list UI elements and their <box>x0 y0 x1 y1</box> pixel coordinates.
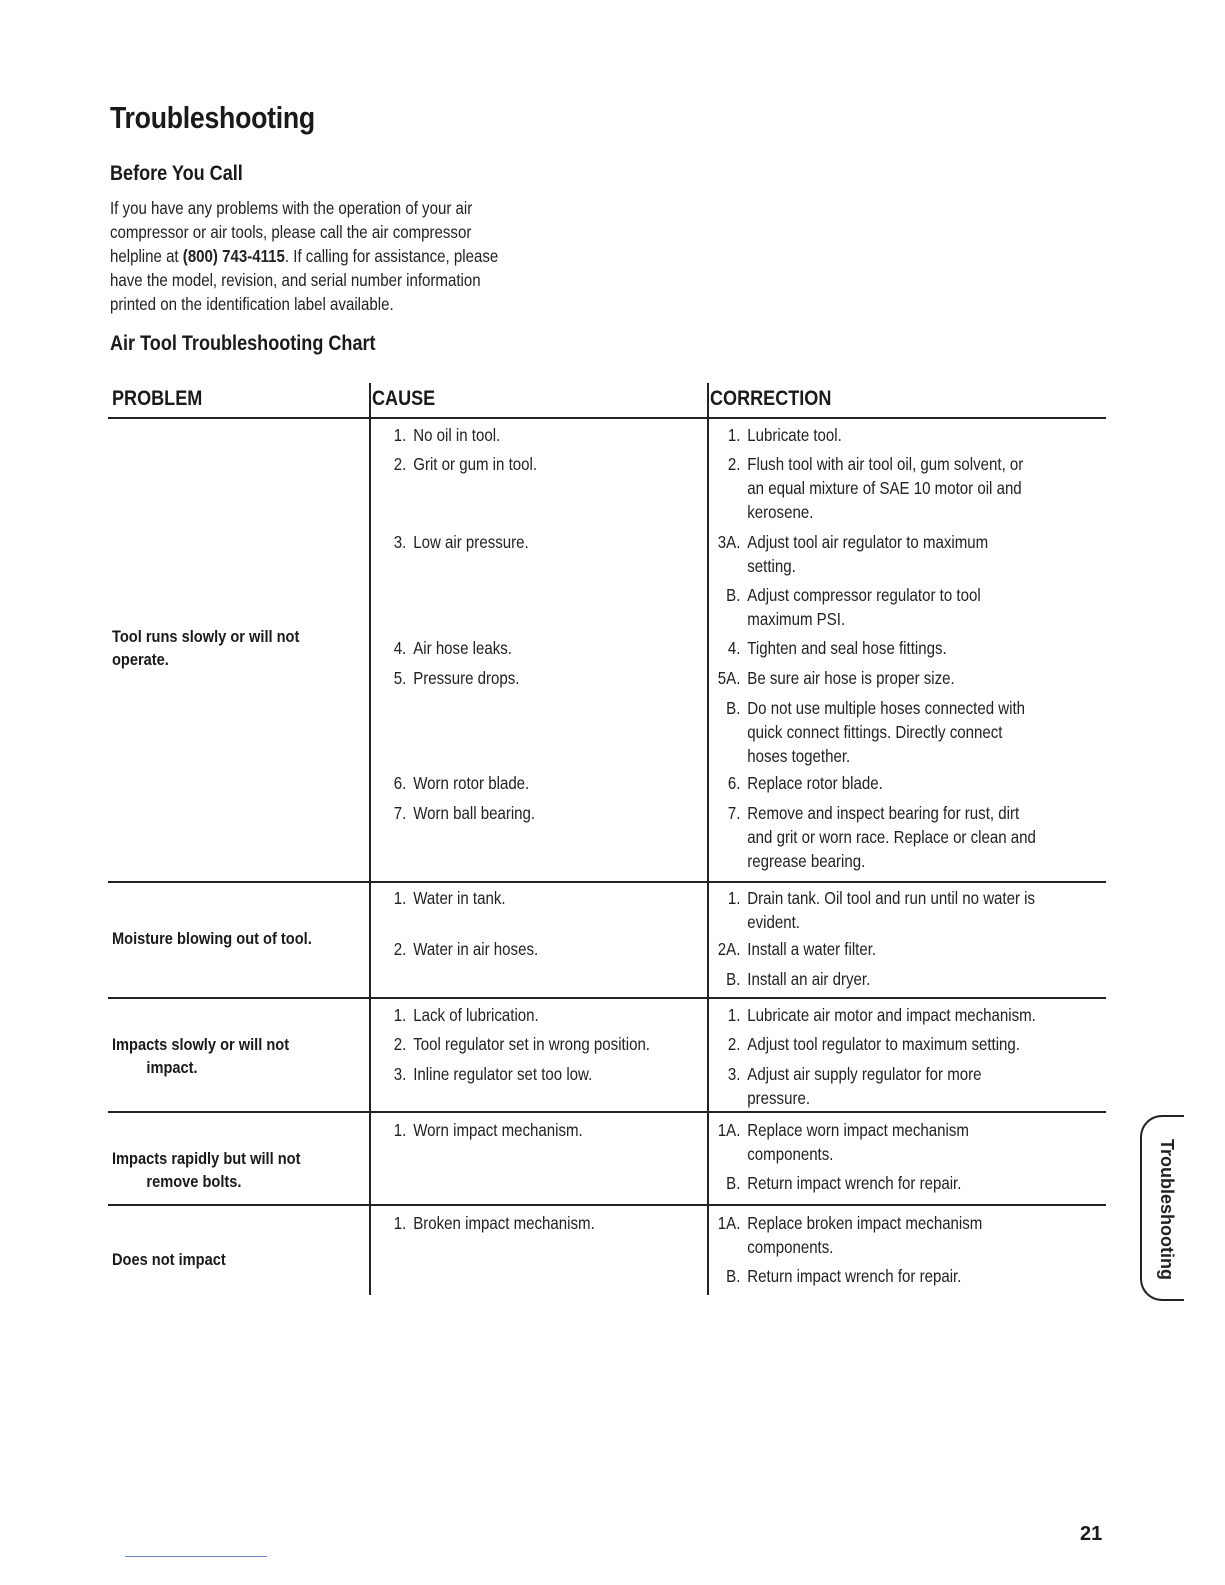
cause-item: 6. Worn rotor blade. <box>393 773 530 793</box>
cause-item: 1. Water in tank. <box>393 888 506 908</box>
correction-item: 2A. Install a water filter. <box>717 939 877 959</box>
correction-item: 1. Lubricate air motor and impact mechanism. <box>727 1005 1036 1025</box>
problem-impacts-slowly: Impacts slowly or will not impact. <box>112 1035 290 1077</box>
problem-impacts-rapidly: Impacts rapidly but will not remove bolts. <box>112 1149 301 1191</box>
row-divider <box>108 997 1106 999</box>
correction-item: 1A. Replace broken impact mechanism components. <box>717 1213 983 1257</box>
cause-item: 5. Pressure drops. <box>393 668 520 688</box>
section-side-tab-label: Troubleshooting <box>1157 1138 1177 1280</box>
problem-moisture: Moisture blowing out of tool. <box>112 929 312 948</box>
page-title: Troubleshooting <box>110 100 315 135</box>
correction-item: 3A. Adjust tool air regulator to maximum setting. <box>717 532 989 576</box>
correction-item: 4. Tighten and seal hose fittings. <box>727 638 947 658</box>
helpline-phone: (800) 743-4115 <box>182 246 285 266</box>
cause-item: 7. Worn ball bearing. <box>393 803 536 823</box>
cause-item: 3. Inline regulator set too low. <box>393 1064 593 1084</box>
cause-item: 2. Grit or gum in tool. <box>393 454 538 474</box>
correction-item: 5A. Be sure air hose is proper size. <box>717 668 955 688</box>
row-divider <box>108 1111 1106 1113</box>
correction-item: B. Return impact wrench for repair. <box>726 1266 962 1286</box>
correction-item: 3. Adjust air supply regulator for more pressure. <box>727 1064 982 1108</box>
problem-tool-runs-slowly: Tool runs slowly or will not operate. <box>112 627 300 669</box>
correction-item: B. Adjust compressor regulator to tool maximum PSI. <box>726 585 981 629</box>
cause-item: 1. Lack of lubrication. <box>393 1005 539 1025</box>
correction-item: 7. Remove and inspect bearing for rust, dirt and grit or worn race. Replace or clean and regrease bearing. <box>727 803 1036 871</box>
row-divider <box>108 881 1106 883</box>
correction-item: 1A. Replace worn impact mechanism components. <box>717 1120 969 1164</box>
before-you-call-text: If you have any problems with the operation of your air compressor or air tools, please call the air compressor helpline at (800) 743-4115. If calling for assistance, please have the model, revision, and serial number information printed on the identification label available. <box>110 198 499 314</box>
correction-item: B. Do not use multiple hoses connected with quick connect fittings. Directly connect hoses together. <box>726 698 1026 766</box>
cause-item: 4. Air hose leaks. <box>393 638 512 658</box>
before-you-call-heading: Before You Call <box>110 162 243 185</box>
correction-item: 2. Adjust tool regulator to maximum setting. <box>727 1034 1020 1054</box>
column-header-cause: CAUSE <box>372 387 436 410</box>
correction-item: 2. Flush tool with air tool oil, gum solvent, or an equal mixture of SAE 10 motor oil and kerosene. <box>727 454 1024 522</box>
correction-item: 1. Drain tank. Oil tool and run until no water is evident. <box>727 888 1036 932</box>
page-number: 21 <box>1080 1523 1103 1545</box>
column-divider-cause <box>369 383 371 1295</box>
row-divider <box>108 1204 1106 1206</box>
correction-item: 1. Lubricate tool. <box>727 425 842 445</box>
cause-item: 1. Worn impact mechanism. <box>393 1120 583 1140</box>
column-header-problem: PROBLEM <box>112 387 203 410</box>
cause-item: 1. Broken impact mechanism. <box>393 1213 595 1233</box>
footer-line <box>125 1556 267 1557</box>
cause-item: 1. No oil in tool. <box>393 425 501 445</box>
problem-does-not-impact: Does not impact <box>112 1250 226 1269</box>
correction-item: B. Install an air dryer. <box>726 969 871 989</box>
table-header-rule <box>108 417 1106 419</box>
correction-item: 6. Replace rotor blade. <box>727 773 883 793</box>
chart-heading: Air Tool Troubleshooting Chart <box>110 332 376 355</box>
column-header-correction: CORRECTION <box>710 387 832 410</box>
cause-item: 3. Low air pressure. <box>393 532 529 552</box>
correction-item: B. Return impact wrench for repair. <box>726 1173 962 1193</box>
cause-item: 2. Water in air hoses. <box>393 939 539 959</box>
cause-item: 2. Tool regulator set in wrong position. <box>393 1034 650 1054</box>
